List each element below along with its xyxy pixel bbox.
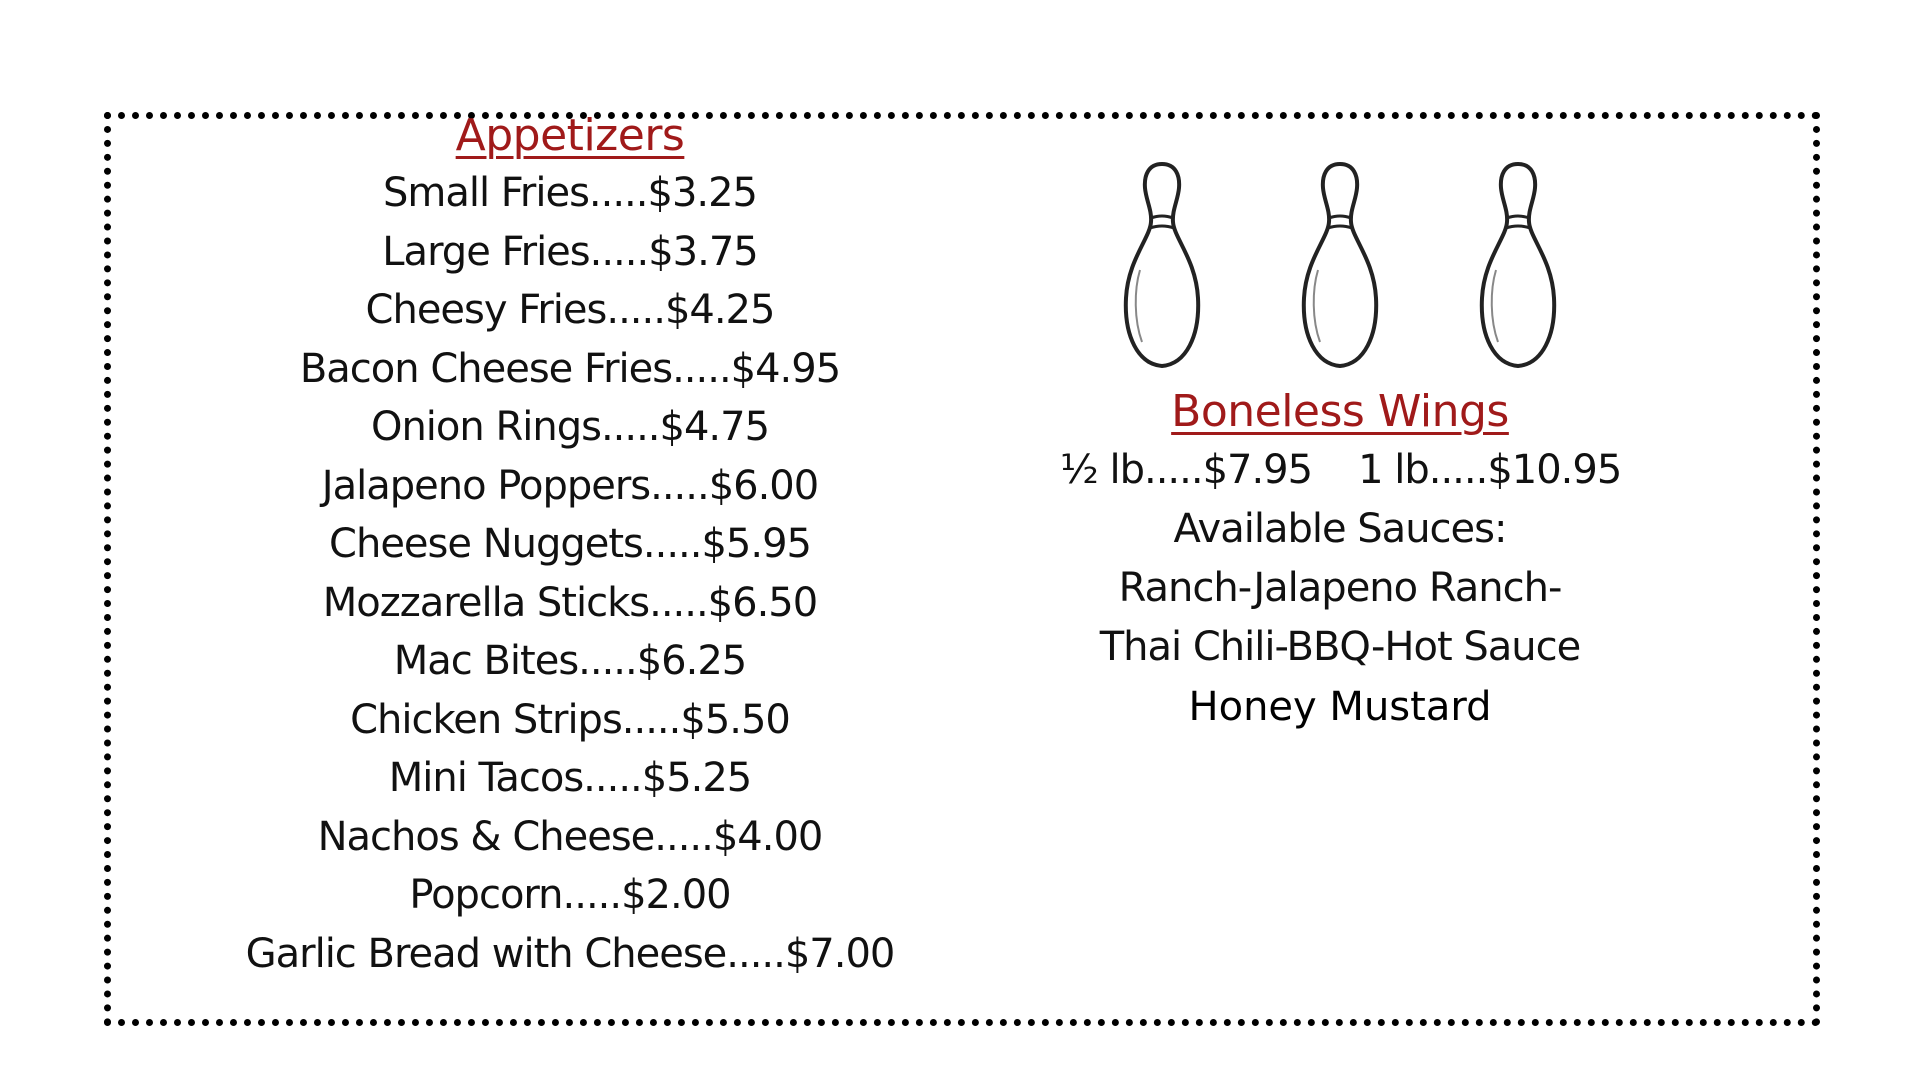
- appetizers-section: [130, 108, 1010, 983]
- menu-item: Popcorn.....$2.00: [409, 872, 731, 918]
- sauce-line: Ranch-Jalapeno Ranch-: [1118, 565, 1562, 611]
- menu-item: Chicken Strips.....$5.50: [350, 696, 790, 743]
- menu-item: Cheesy Fries.....$4.25: [365, 287, 775, 333]
- menu-item: Onion Rings.....$4.75: [370, 404, 770, 450]
- wings-heading: Boneless Wings: [1171, 386, 1509, 437]
- menu-item: Small Fries.....$3.25: [383, 170, 757, 216]
- one-lb-price: 1 lb.....$10.95: [1358, 447, 1622, 493]
- menu-item: Mozzarella Sticks.....$6.50: [322, 579, 818, 626]
- bowling-pin-icon: [1298, 160, 1382, 380]
- sauces-label: Available Sauces:: [1173, 506, 1507, 552]
- wings-section: [1060, 160, 1620, 737]
- half-lb-price: ½ lb.....$7.95: [1060, 447, 1313, 493]
- menu-item: Large Fries.....$3.75: [382, 228, 758, 275]
- menu-item: Jalapeno Poppers.....$6.00: [321, 462, 819, 509]
- sauce-line: Thai Chili-BBQ-Hot Sauce: [1099, 624, 1581, 670]
- menu-item: Bacon Cheese Fries.....$4.95: [299, 345, 841, 392]
- appetizers-heading: Appetizers: [455, 110, 685, 161]
- bowling-pin-icon: [1120, 160, 1204, 380]
- wing-prices: [1060, 440, 1620, 500]
- menu-item: Nachos & Cheese.....$4.00: [317, 813, 823, 860]
- sauce-line: Honey Mustard: [1188, 684, 1492, 730]
- appetizers-list: [130, 164, 1010, 983]
- bowling-pin-icon: [1476, 160, 1560, 380]
- menu-item: Mini Tacos.....$5.25: [388, 755, 752, 801]
- menu-item: Mac Bites.....$6.25: [393, 638, 747, 684]
- menu-item: Cheese Nuggets.....$5.95: [329, 521, 811, 567]
- bowling-pins: [1120, 160, 1560, 380]
- menu-item: Garlic Bread with Cheese.....$7.00: [245, 930, 895, 977]
